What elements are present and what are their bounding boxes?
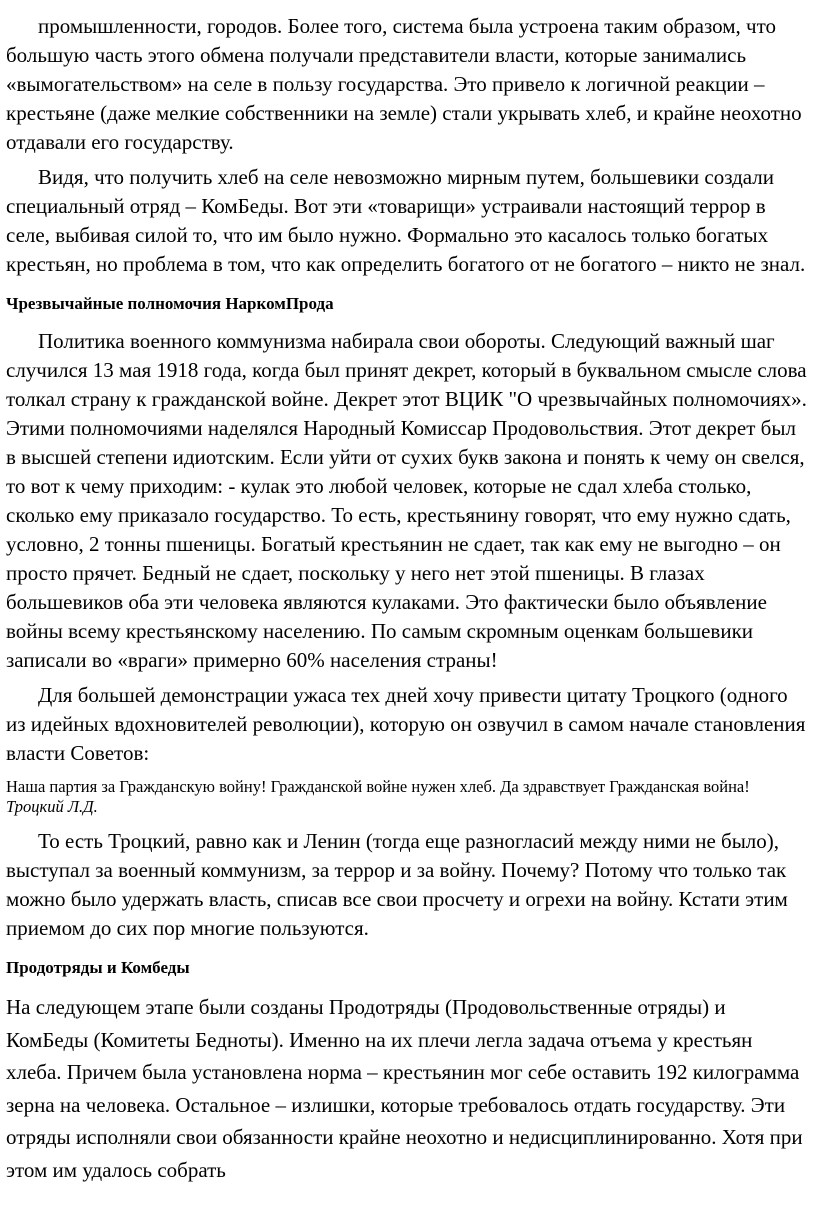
paragraph-trotsky-intro: Для большей демонстрации ужаса тех дней хочу привести цитату Троцкого (одного из идейных вдохновителей революции), которую он озвучил в самом начале становления власти Советов: [6, 683, 806, 765]
paragraph-war-communism: Политика военного коммунизма набирала свои обороты. Следующий важный шаг случился 13 мая 1918 года, когда был принят декрет, который в буквальном смысле слова толкал страну к гражданской войне. Декрет этот ВЦИК "О чрезвычайных полномочиях». Этими полномочиями наделялся Народный Комиссар Продовольствия. Этот декрет был в высшей степени идиотским. Если уйти от сухих букв закона и понять к чему он свелся, то вот к чему приходим: - кулак это любой человек, которые не сдал хлеба столько, сколько ему приказало государство. То есть, крестьянину говорят, что ему нужно сдать, условно, 2 тонны пшеницы. Богатый крестьянин не сдает, так как ему не выгодно – он просто прячет. Бедный не сдает, поскольку у него нет этой пшеницы. В глазах большевиков оба эти человека являются кулаками. Это фактически было объявление войны всему крестьянскому населению. По самым скромным оценкам большевики записали во «враги» примерно 60% населения страны! [6, 329, 807, 672]
paragraph-trotsky-lenin: То есть Троцкий, равно как и Ленин (тогда еще разногласий между ними не было), выступал за военный коммунизм, за террор и за войну. Почему? Потому что только так можно было удержать власть, списав все свои просчету и огрехи на войну. Кстати этим приемом до сих пор многие пользуются. [6, 829, 788, 940]
section-heading-prodotryady: Продотряды и Комбеды [6, 958, 190, 977]
paragraph-prodotryady: На следующем этапе были созданы Продотряды (Продовольственные отряды) и КомБеды (Комитеты Бедноты). Именно на их плечи легла задача отъема у крестьян хлеба. Причем была установлена норма – крестьянин мог себе оставить 192 килограмма зерна на человека. Остальное – излишки, которые требовалось отдать государству. Эти отряды исполняли свои обязанности крайне неохотно и недисциплинированно. Хотя при этом им удалось собрать [6, 995, 803, 1182]
quote-text: Наша партия за Гражданскую войну! Гражданской войне нужен хлеб. Да здравствует Гражданская война! [6, 777, 750, 796]
section-heading-emergency-powers: Чрезвычайные полномочия НаркомПрода [6, 294, 334, 313]
paragraph-kombedy: Видя, что получить хлеб на селе невозможно мирным путем, большевики создали специальный отряд – КомБеды. Вот эти «товарищи» устраивали настоящий террор в селе, выбивая силой то, что им было нужно. Формально это касалось только богатых крестьян, но проблема в том, что как определить богатого от не богатого – никто не знал. [6, 165, 806, 276]
quote-author: Троцкий Л.Д. [6, 797, 98, 816]
paragraph-continuation: промышленности, городов. Более того, система была устроена таким образом, что большую часть этого обмена получали представители власти, которые занимались «вымогательством» на селе в пользу государства. Это привело к логичной реакции – крестьяне (даже мелкие собственники на земле) стали укрывать хлеб, и крайне неохотно отдавали его государству. [6, 14, 802, 154]
